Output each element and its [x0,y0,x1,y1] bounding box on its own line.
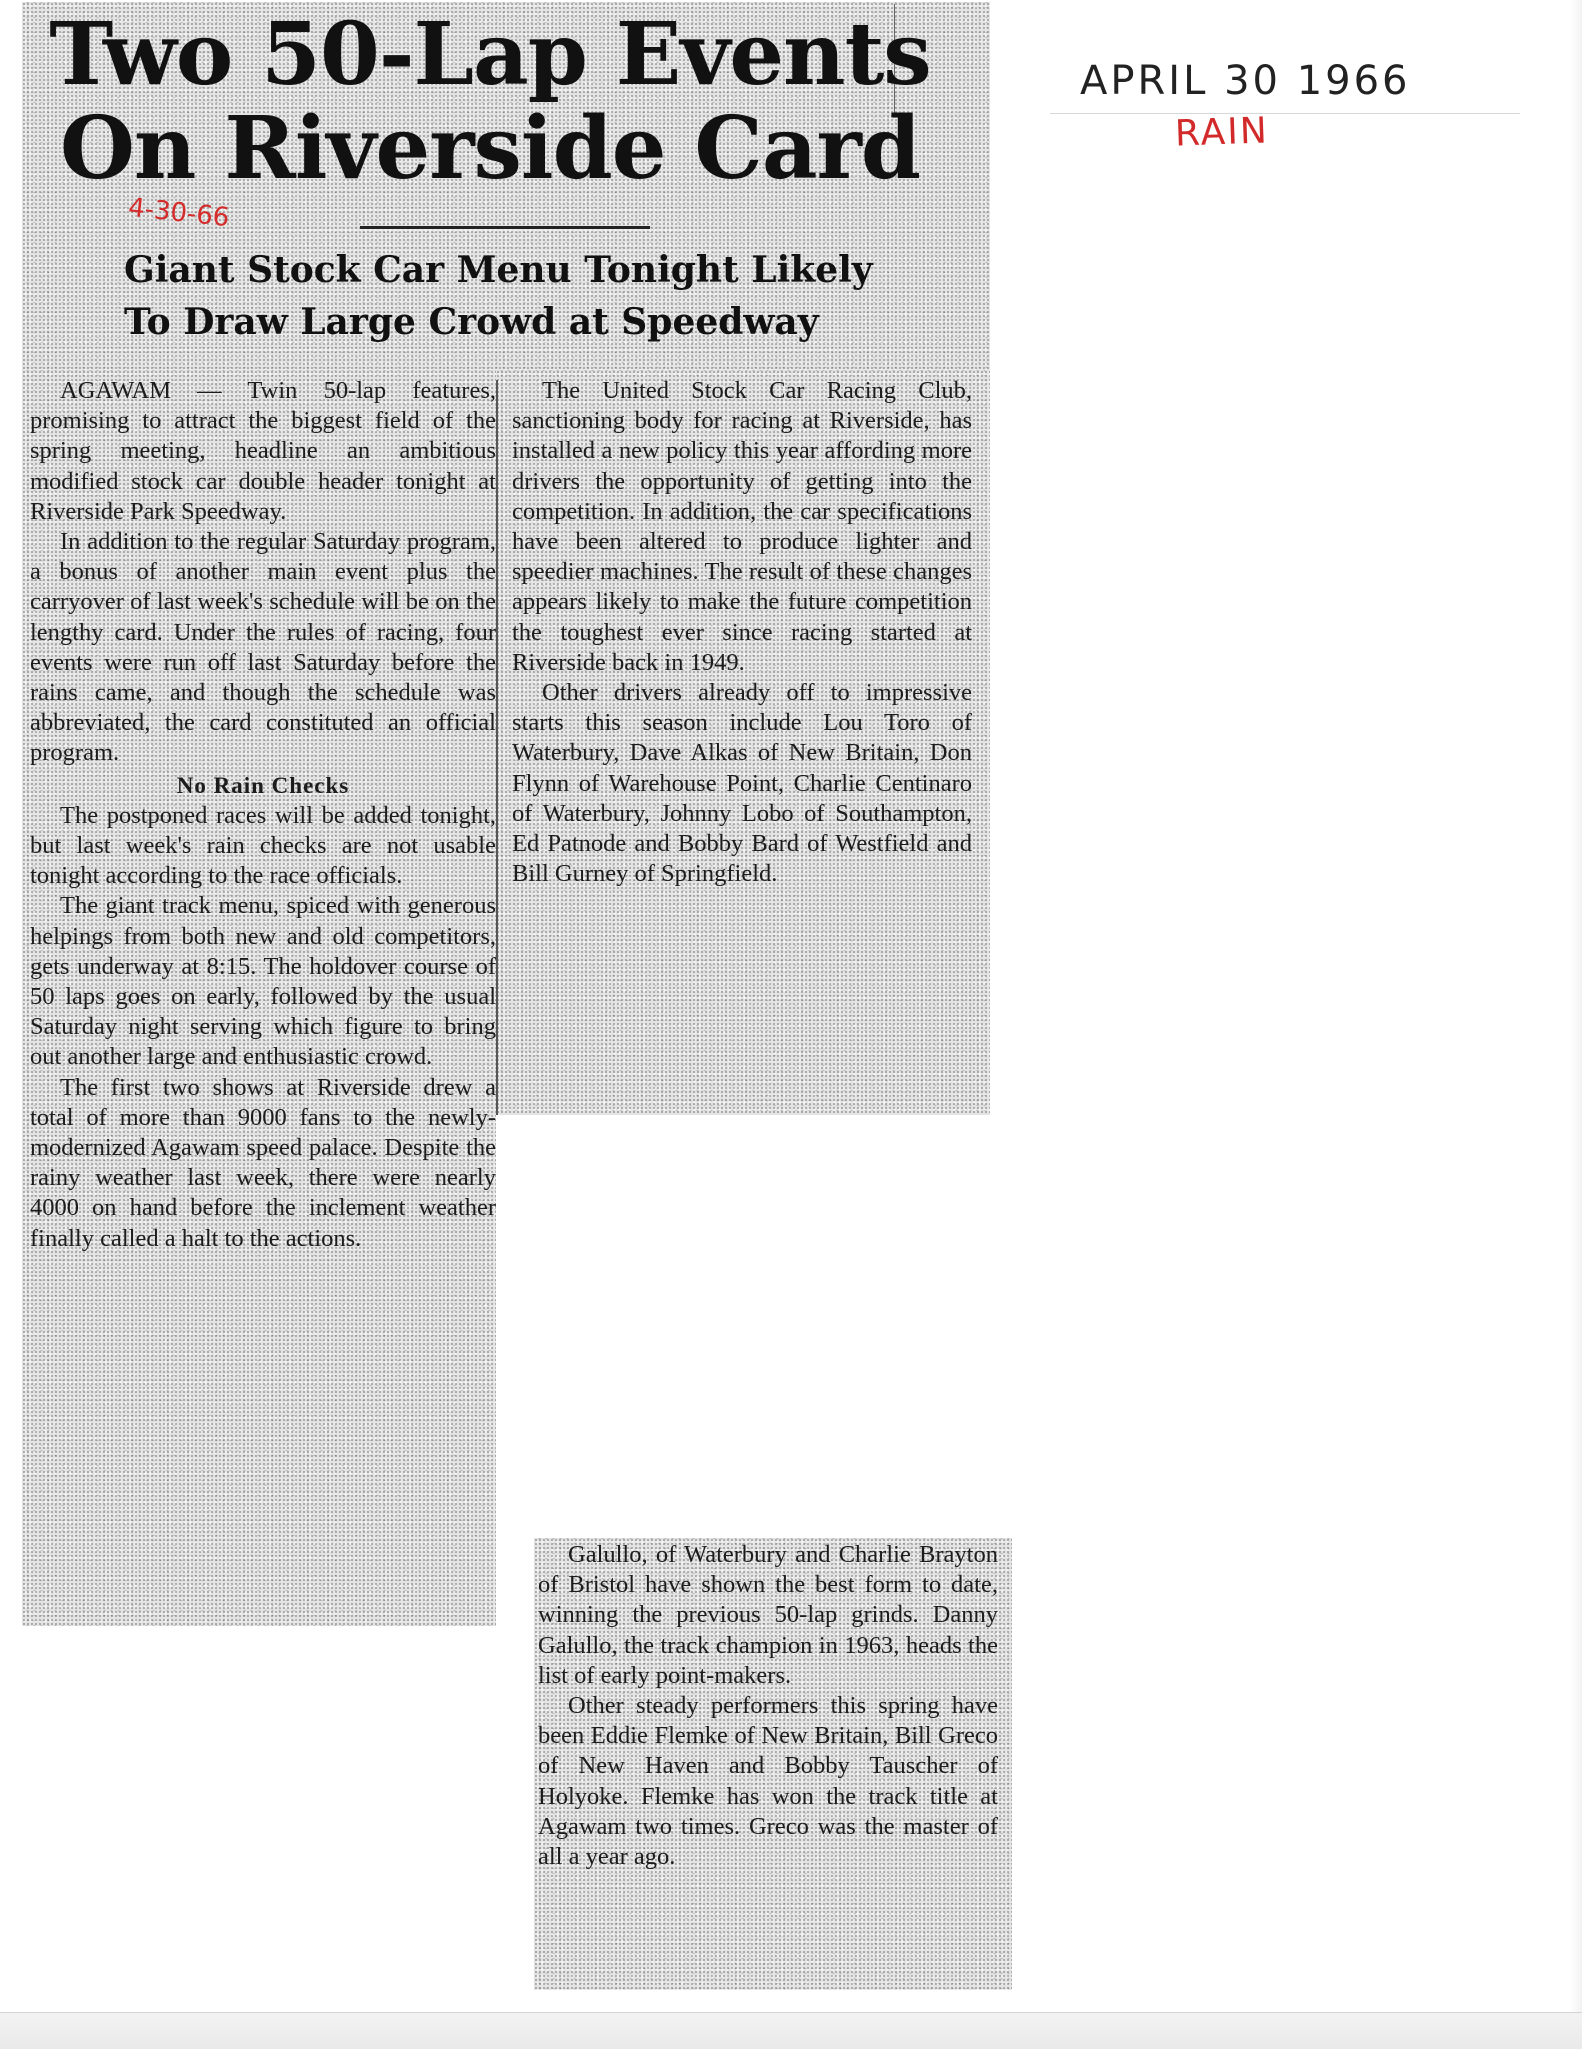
paragraph: Other steady performers this spring have been Eddie Flemke of New Britain, Bill Greco of New Haven and Bobby Tauscher of Holyoke. Flemke has won the track title at Agawam two times. Greco was the master of all a year ago. [538,1692,998,1871]
annotation-clip-date: 4-30-66 [126,192,231,234]
column-rule [496,380,498,1115]
paragraph: In addition to the regular Saturday program, a bonus of another main event plus the carryover of last week's schedule will be on the lengthy card. Under the rules of racing, four events were run off last Saturday before the rains came, and though the schedule was abbreviated, the card constituted an official program. [30,528,496,767]
article-subhead [124,244,904,348]
article-column-3 [538,1540,998,1872]
section-subtitle: No Rain Checks [176,772,350,798]
scan-bottom-edge [0,2012,1582,2049]
headline-rule [360,226,650,229]
paragraph: The postponed races will be added tonight, but last week's rain checks are not usable tonight according to the race officials. [30,801,496,890]
paragraph: The giant track menu, spiced with generous helpings from both new and old competitors, gets underway at 8:15. The holdover course of 50 laps goes on early, followed by the usual Saturday night serving which figure to bring out another large and enthusiastic crowd. [30,892,496,1071]
paragraph: The first two shows at Riverside drew a total of more than 9000 fans to the newly-modernized Agawam speed palace. Despite the rainy weather last week, there were nearly 4000 on hand before the inclement weather finally called a halt to the actions. [30,1073,496,1252]
annotation-date: APRIL 30 1966 [1080,58,1411,104]
paragraph: The United Stock Car Racing Club, sanctioning body for racing at Riverside, has installed a new policy this year affording more drivers the opportunity of getting into the competition. In addition, the car specifications have been altered to produce lighter and speedier machines. The result of these changes appears likely to make the future competition the toughest ever since racing started at Riverside back in 1949. [512,377,972,676]
article-column-2 [512,376,972,889]
headline-line-1: Two 50-Lap Events [49,4,931,105]
paragraph: AGAWAM — Twin 50-lap features, promising to attract the biggest field of the spring meeting, headline an ambitious modified stock car double header tonight at Riverside Park Speedway. [30,377,496,525]
article-headline [40,4,940,199]
paragraph: Galullo, of Waterbury and Charlie Brayton of Bristol have shown the best form to date, winning the previous 50-lap grinds. Danny Galullo, the track champion in 1963, heads the list of early point-makers. [538,1541,998,1689]
scan-edge [1570,0,1582,2048]
subhead-line-1: Giant Stock Car Menu Tonight Likely [124,249,873,291]
article-column-1 [30,376,496,1254]
headline-line-2: On Riverside Card [59,98,920,199]
annotation-underline [1050,113,1520,114]
subhead-line-2: To Draw Large Crowd at Speedway [124,301,819,343]
paragraph: Other drivers already off to impressive starts this season include Lou Toro of Waterbury, Dave Alkas of New Britain, Don Flynn of Warehouse Point, Charlie Centinaro of Waterbury, Johnny Lobo of Southampton, Ed Patnode and Bobby Bard of Westfield and Bill Gurney of Springfield. [512,679,972,888]
annotation-weather: RAIN [1174,110,1270,155]
